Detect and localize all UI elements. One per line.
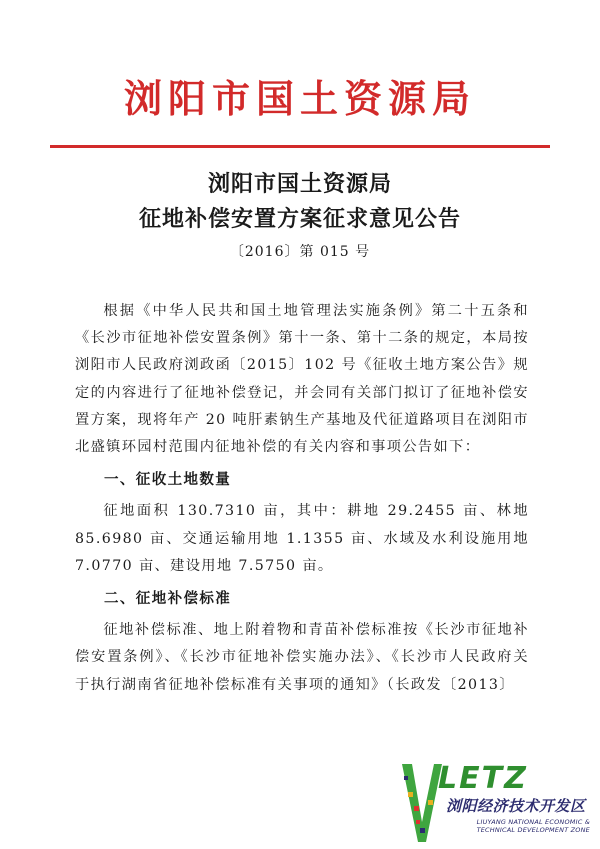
masthead-title: 浏阳市国土资源局 bbox=[123, 76, 476, 121]
zone-watermark-logo bbox=[400, 762, 596, 844]
document-body bbox=[75, 298, 529, 699]
section-heading-compensation: 二、征地补偿标准 bbox=[104, 591, 232, 608]
section-heading-land-quantity: 一、征收土地数量 bbox=[104, 472, 232, 489]
document-title-issuer: 浏阳市国土资源局 bbox=[207, 171, 392, 197]
zone-name-english-line2: TECHNICAL DEVELOPMENT ZONE bbox=[476, 826, 590, 834]
zone-name-english bbox=[440, 818, 590, 834]
masthead-red-rule bbox=[50, 145, 550, 148]
intro-paragraph: 根据《中华人民共和国土地管理法实施条例》第二十五条和《长沙市征地补偿安置条例》第十一条、第十二条的规定，本局按浏阳市人民政府浏政函〔2015〕102 号《征收土地方案公告》规定的内容进行了征地补偿登记，并会同有关部门拟订了征地补偿安置方案，现将年产 20 吨肝素钠生产基地及代征道路项目在浏阳市北盛镇环园村范围内征地补偿的有关内容和事项公告如下： bbox=[75, 303, 529, 456]
letz-brand-text: LETZ bbox=[438, 761, 528, 796]
zone-name-chinese: 浏阳经济技术开发区 bbox=[446, 797, 586, 815]
document-number: 〔2016〕第 015 号 bbox=[229, 244, 371, 260]
section-text-compensation: 征地补偿标准、地上附着物和青苗补偿标准按《长沙市征地补偿安置条例》、《长沙市征地补偿实施办法》、《长沙市人民政府关于执行湖南省征地补偿标准有关事项的通知》（长政发〔2013〕 bbox=[75, 622, 529, 693]
document-title: 征地补偿安置方案征求意见公告 bbox=[138, 206, 461, 232]
section-text-land-quantity: 征地面积 130.7310 亩，其中：耕地 29.2455 亩、林地 85.6980 亩、交通运输用地 1.1355 亩、水域及水利设施用地 7.0770 亩、建设用地 7.5750 亩。 bbox=[75, 503, 529, 574]
zone-name-english-line1: LIUYANG NATIONAL ECONOMIC & bbox=[476, 818, 590, 826]
